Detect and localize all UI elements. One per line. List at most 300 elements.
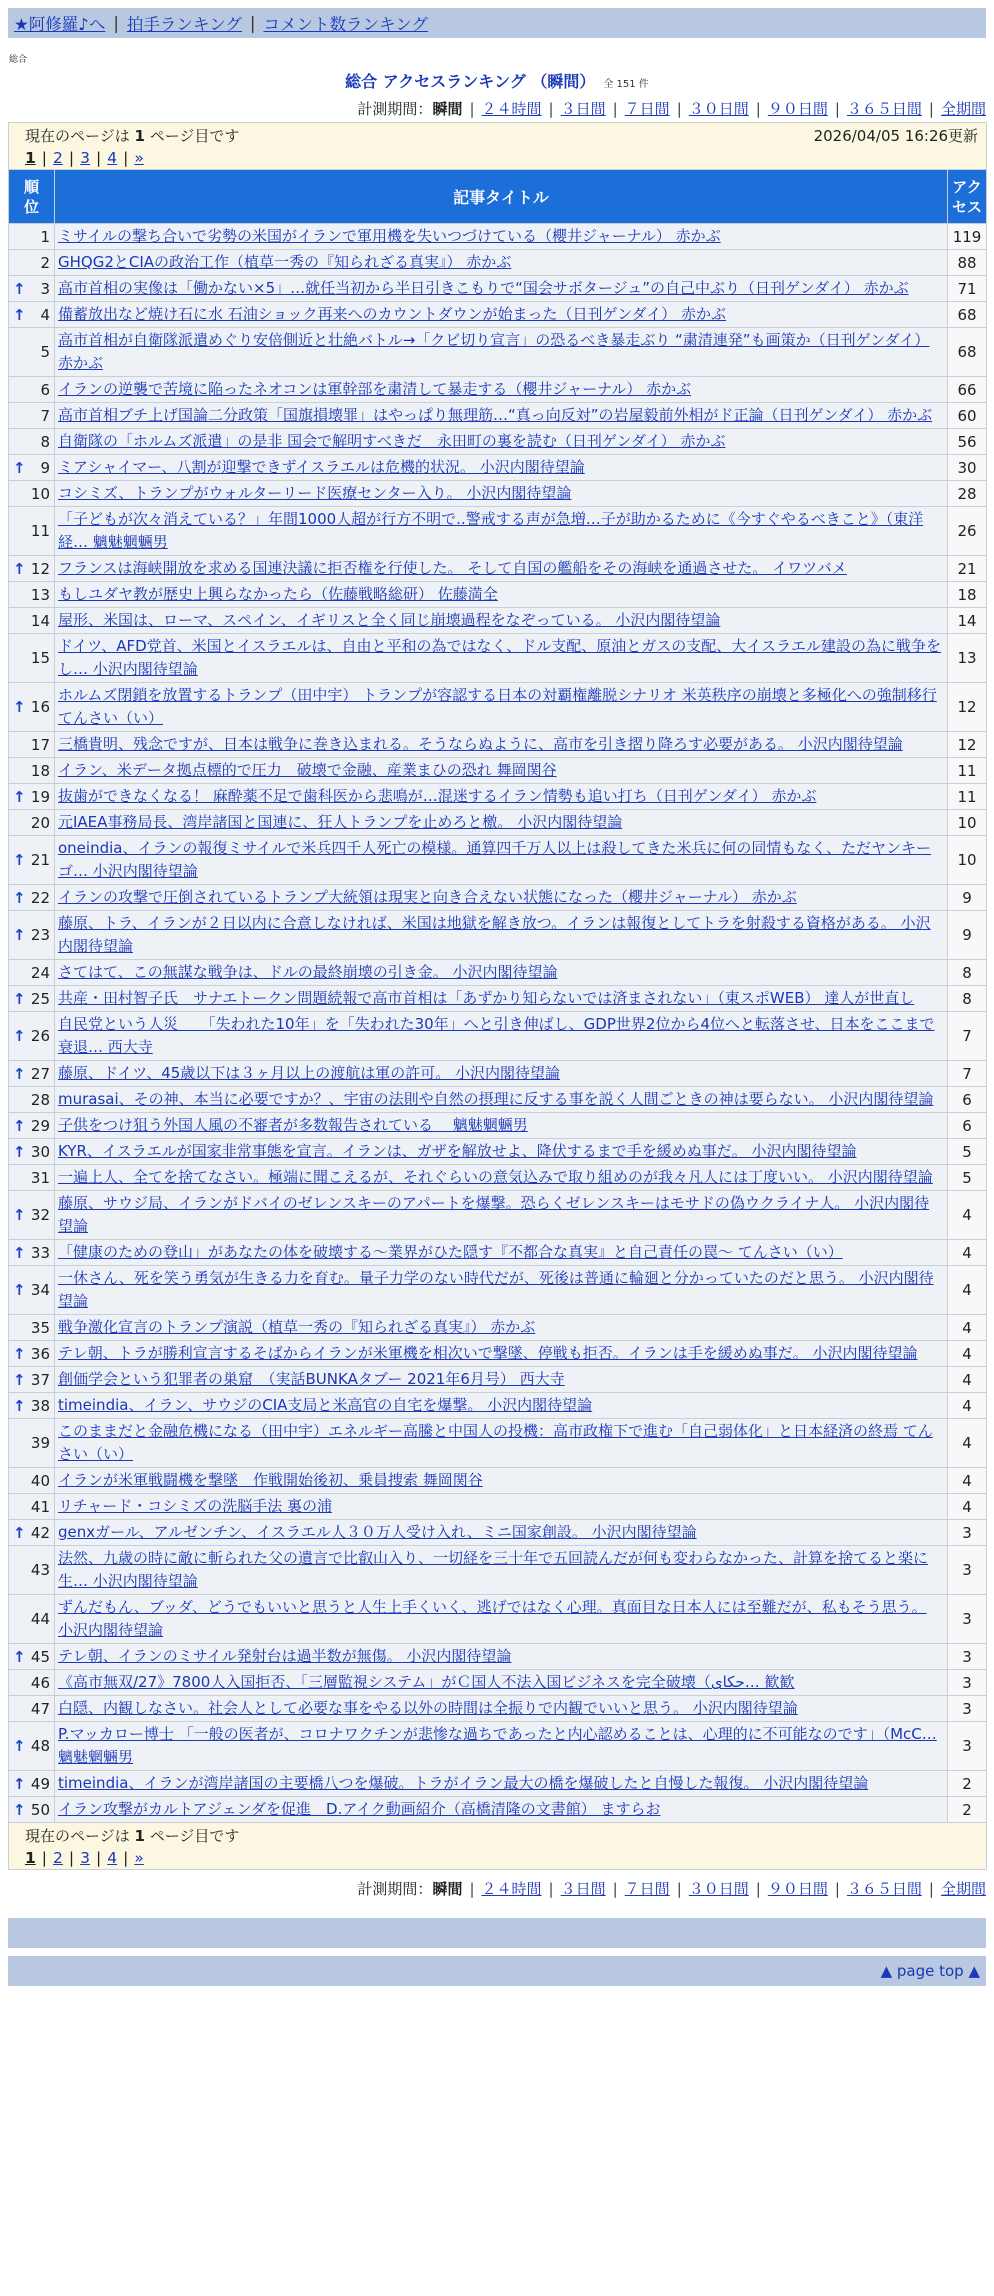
rank-number: 35: [30, 1318, 50, 1337]
title-column-header: 記事タイトル: [55, 170, 948, 224]
article-link[interactable]: イラン攻撃がカルトアジェンダを促進 D.アイク動画紹介（高橋清隆の文書館） ますらお: [58, 1800, 661, 1818]
up-arrow-icon: ↑: [13, 1116, 26, 1135]
rank-cell: [9, 403, 55, 429]
period-current: 瞬間: [432, 100, 463, 118]
title-cell: [55, 1240, 948, 1266]
table-row: [9, 455, 987, 481]
page-link[interactable]: 4: [107, 1849, 118, 1867]
title-cell: [55, 556, 948, 582]
table-row: [9, 1595, 987, 1644]
period-label: 計測期間：: [357, 100, 433, 118]
rank-cell: [9, 784, 55, 810]
article-link[interactable]: GHQG2とCIAの政治工作（植草一秀の『知られざる真実』） 赤かぶ: [58, 253, 512, 271]
up-arrow-icon: ↑: [13, 458, 26, 477]
title-cell: [55, 1595, 948, 1644]
access-count: 13: [948, 634, 987, 683]
page-current: 1: [25, 149, 36, 167]
access-count: 11: [948, 784, 987, 810]
rank-cell: [9, 1113, 55, 1139]
table-row: [9, 377, 987, 403]
article-link[interactable]: 《高市無双/27》7800人入国拒否、「三層監視システム」がＣ国人不法入国ビジネスを完全破壊（حکای… 歓歓: [58, 1673, 795, 1691]
access-count: 2: [948, 1771, 987, 1797]
up-arrow-icon: ↑: [13, 1206, 26, 1224]
rank-number: 38: [30, 1396, 50, 1415]
rank-cell: [9, 302, 55, 328]
comment-ranking-link[interactable]: コメント数ランキング: [263, 15, 428, 34]
rank-cell: [9, 507, 55, 556]
rank-cell: [9, 608, 55, 634]
access-count: 5: [948, 1139, 987, 1165]
title-cell: [55, 403, 948, 429]
rank-cell: [9, 1419, 55, 1468]
table-row: [9, 1696, 987, 1722]
rank-number: 20: [30, 813, 50, 832]
period-separator: |: [469, 1880, 475, 1898]
title-cell: [55, 1113, 948, 1139]
access-count: 8: [948, 960, 987, 986]
home-link[interactable]: ★阿修羅♪へ: [14, 15, 106, 34]
rank-cell: [9, 1139, 55, 1165]
access-count: 3: [948, 1595, 987, 1644]
access-count: 3: [948, 1722, 987, 1771]
pagination-bottom: [25, 1847, 978, 1869]
table-row: [9, 1113, 987, 1139]
up-arrow-icon: ↑: [13, 888, 26, 907]
rank-cell: [9, 224, 55, 250]
rank-number: 37: [30, 1370, 50, 1389]
article-link[interactable]: 「子どもが次々消えている？」年間1000人超が行方不明で..警戒する声が急増…子が助かるために《今すぐやるべきこと》（東洋経… 魑魅魍魎男: [58, 510, 924, 551]
page-separator: |: [96, 1849, 102, 1867]
category-label: 総合: [9, 55, 28, 65]
title-cell: [55, 836, 948, 885]
rank-cell: [9, 1771, 55, 1797]
period-separator: |: [548, 1880, 554, 1898]
rank-number: 10: [30, 484, 50, 503]
rank-cell: [9, 455, 55, 481]
title-cell: [55, 582, 948, 608]
clap-ranking-link[interactable]: 拍手ランキング: [126, 15, 242, 34]
rank-cell: [9, 377, 55, 403]
period-separator: |: [612, 1880, 618, 1898]
rank-number: 46: [30, 1673, 50, 1692]
title-cell: [55, 1341, 948, 1367]
up-arrow-icon: ↑: [13, 1523, 26, 1542]
rank-cell: [9, 481, 55, 507]
up-arrow-icon: ↑: [13, 1142, 26, 1161]
article-link[interactable]: 白隠、内観しなさい。社会人として必要な事をやる以外の時間は全振りで内観でいいと思う。 小沢内閣待望論: [58, 1699, 798, 1717]
rank-number: 2: [40, 253, 50, 272]
access-count: 88: [948, 250, 987, 276]
up-arrow-icon: ↑: [13, 926, 26, 944]
table-row: [9, 556, 987, 582]
rank-cell: [9, 1546, 55, 1595]
title-cell: [55, 683, 948, 732]
access-count: 3: [948, 1520, 987, 1546]
rank-cell: [9, 911, 55, 960]
page-current: 1: [25, 1849, 36, 1867]
period-separator: |: [612, 100, 618, 118]
updated-timestamp: 2026/04/05 16:26更新: [813, 127, 979, 145]
period-link[interactable]: ７日間: [624, 100, 670, 118]
title-cell: [55, 784, 948, 810]
rank-cell: [9, 810, 55, 836]
rank-cell: [9, 1191, 55, 1240]
article-link[interactable]: murasai、その神、本当に必要ですか？、宇宙の法則や自然の摂理に反する事を説く人間ごときの神は要らない。 小沢内閣待望論: [58, 1090, 934, 1108]
title-cell: [55, 1722, 948, 1771]
page-next-link[interactable]: »: [134, 1849, 144, 1867]
period-selector-top: [0, 98, 986, 120]
up-arrow-icon: ↑: [13, 1370, 26, 1389]
rank-number: 50: [30, 1800, 50, 1819]
article-link[interactable]: ミサイルの撃ち合いで劣勢の米国がイランで軍用機を失いつづけている（櫻井ジャーナル） 赤かぶ: [58, 227, 721, 245]
access-count: 66: [948, 377, 987, 403]
article-link[interactable]: テレ朝、イランのミサイル発射台は過半数が無傷。 小沢内閣待望論: [58, 1647, 512, 1665]
table-row: [9, 960, 987, 986]
article-link[interactable]: ドイツ、AFD党首、米国とイスラエルは、自由と平和の為ではなく、ドル支配、原油とガスの支配、大イスラエル建設の為に戦争をし… 小沢内閣待望論: [58, 637, 942, 678]
rank-cell: [9, 634, 55, 683]
rank-number: 31: [30, 1168, 50, 1187]
rank-cell: [9, 986, 55, 1012]
rank-number: 40: [30, 1471, 50, 1490]
rank-cell: [9, 556, 55, 582]
title-cell: [55, 1393, 948, 1419]
period-current: 瞬間: [432, 1880, 463, 1898]
table-row: [9, 683, 987, 732]
period-link[interactable]: ３０日間: [688, 100, 749, 118]
access-count: 4: [948, 1341, 987, 1367]
table-row: [9, 1644, 987, 1670]
article-link[interactable]: 屋形、米国は、ローマ、スペイン、イギリスと全く同じ崩壊過程をなぞっている。 小沢内閣待望論: [58, 611, 721, 629]
period-separator: |: [834, 1880, 840, 1898]
up-arrow-icon: ↑: [13, 1396, 26, 1415]
article-link[interactable]: イランの逆襲で苦境に陥ったネオコンは軍幹部を粛清して暴走する（櫻井ジャーナル） 赤かぶ: [58, 380, 692, 398]
period-separator: |: [676, 1880, 682, 1898]
period-link[interactable]: ２４時間: [481, 100, 542, 118]
title-cell: [55, 1468, 948, 1494]
article-link[interactable]: timeindia、イラン、サウジのCIA支局と米高官の自宅を爆撃。 小沢内閣待望論: [58, 1396, 593, 1414]
rank-number: 33: [30, 1243, 50, 1262]
page-separator: |: [96, 149, 102, 167]
up-arrow-icon: ↑: [13, 1027, 26, 1045]
article-link[interactable]: テレ朝、トラが勝利宣言するそばからイランが米軍機を相次いで撃墜、停戦も拒否。イランは手を緩めぬ事だ。 小沢内閣待望論: [58, 1344, 918, 1362]
nav-separator: |: [113, 13, 119, 33]
article-link[interactable]: イランが米軍戦闘機を撃墜 作戦開始後初、乗員捜索 舞岡関谷: [58, 1471, 483, 1489]
article-link[interactable]: 一休さん、死を笑う勇気が生きる力を育む。量子力学のない時代だが、死後は普通に輪廻と分かっていたのだと思う。 小沢内閣待望論: [58, 1269, 934, 1310]
access-count: 6: [948, 1113, 987, 1139]
rank-number: 34: [30, 1281, 50, 1299]
rank-number: 27: [30, 1064, 50, 1083]
rank-number: 16: [30, 698, 50, 716]
access-count: 11: [948, 758, 987, 784]
access-count: 56: [948, 429, 987, 455]
rank-cell: [9, 1393, 55, 1419]
title-cell: [55, 608, 948, 634]
page-link[interactable]: 2: [53, 149, 63, 167]
article-link[interactable]: 藤原、ドイツ、45歳以下は３ヶ月以上の渡航は軍の許可。 小沢内閣待望論: [58, 1064, 561, 1082]
up-arrow-icon: ↑: [13, 1774, 26, 1793]
table-row: [9, 1087, 987, 1113]
title-cell: [55, 1266, 948, 1315]
title-cell: [55, 455, 948, 481]
rank-cell: [9, 582, 55, 608]
access-count: 21: [948, 556, 987, 582]
rank-cell: [9, 1087, 55, 1113]
period-separator: |: [676, 100, 682, 118]
title-cell: [55, 1546, 948, 1595]
article-link[interactable]: 三橋貴明、残念ですが、日本は戦争に巻き込まれる。そうならぬように、高市を引き摺り降ろす必要がある。 小沢内閣待望論: [58, 735, 903, 753]
table-row: [9, 1419, 987, 1468]
rank-number: 12: [30, 559, 50, 578]
table-row: [9, 1546, 987, 1595]
article-link[interactable]: このままだと金融危機になる（田中宇）エネルギー高騰と中国人の投機：高市政権下で進む「自己弱体化」と日本経済の終焉 てんさい（い）: [58, 1422, 933, 1463]
access-count: 4: [948, 1419, 987, 1468]
rank-cell: [9, 1240, 55, 1266]
article-link[interactable]: 元IAEA事務局長、湾岸諸国と国連に、狂人トランプを止めろと檄。 小沢内閣待望論: [58, 813, 623, 831]
rank-number: 5: [40, 343, 50, 361]
period-link[interactable]: ３日間: [560, 1880, 606, 1898]
period-link[interactable]: ９０日間: [767, 100, 828, 118]
rank-number: 44: [30, 1610, 50, 1628]
article-link[interactable]: 子供をつけ狙う外国人風の不審者が多数報告されている 魑魅魍魎男: [58, 1116, 528, 1134]
title-cell: [55, 732, 948, 758]
title-cell: [55, 429, 948, 455]
rank-number: 17: [30, 735, 50, 754]
rank-cell: [9, 1797, 55, 1823]
period-link[interactable]: 全期間: [940, 1880, 986, 1898]
rank-cell: [9, 1468, 55, 1494]
table-row: [9, 784, 987, 810]
page-next-link[interactable]: »: [134, 149, 144, 167]
rank-number: 15: [30, 649, 50, 667]
article-link[interactable]: 高市首相ブチ上げ国論二分政策「国旗損壊罪」はやっぱり無理筋…“真っ向反対”の岩屋毅前外相がド正論（日刊ゲンダイ） 赤かぶ: [58, 406, 933, 424]
title-cell: [55, 1771, 948, 1797]
table-row: [9, 1670, 987, 1696]
article-link[interactable]: 抜歯ができなくなる！ 麻酔薬不足で歯科医から悲鳴が…混迷するイラン情勢も追い打ち（日刊ゲンダイ） 赤かぶ: [58, 787, 817, 805]
access-count: 4: [948, 1494, 987, 1520]
rank-number: 13: [30, 585, 50, 604]
period-link[interactable]: ２４時間: [481, 1880, 542, 1898]
access-count: 10: [948, 836, 987, 885]
article-link[interactable]: コシミズ、トランプがウォルターリード医療センター入り。 小沢内閣待望論: [58, 484, 572, 502]
rank-cell: [9, 429, 55, 455]
rank-number: 24: [30, 963, 50, 982]
rank-number: 43: [30, 1561, 50, 1579]
up-arrow-icon: ↑: [13, 989, 26, 1008]
period-separator: |: [834, 100, 840, 118]
table-row: [9, 1315, 987, 1341]
page-link[interactable]: 2: [53, 1849, 63, 1867]
rank-cell: [9, 960, 55, 986]
article-link[interactable]: ミアシャイマー、八割が迎撃できずイスラエルは危機的状況。 小沢内閣待望論: [58, 458, 585, 476]
access-count: 28: [948, 481, 987, 507]
article-link[interactable]: genxガール、アルゼンチン、イスラエル人３０万人受け入れ、ミニ国家創設。 小沢内閣待望論: [58, 1523, 697, 1541]
rank-cell: [9, 1012, 55, 1061]
period-link[interactable]: 全期間: [940, 100, 986, 118]
table-row: [9, 1367, 987, 1393]
title-cell: [55, 1644, 948, 1670]
table-row: [9, 403, 987, 429]
table-row: [9, 1520, 987, 1546]
title-cell: [55, 1191, 948, 1240]
title-cell: [55, 250, 948, 276]
title-cell: [55, 911, 948, 960]
article-link[interactable]: 創価学会という犯罪者の巣窟 （実話BUNKAタブー 2021年6月号） 西大寺: [58, 1370, 565, 1388]
article-link[interactable]: 共産・田村智子氏 サナエトークン問題続報で高市首相は「あずかり知らないでは済まされない」（東スポWEB） 達人が世直し: [58, 989, 915, 1007]
article-link[interactable]: 自民党という人災 「失われた10年」を「失われた30年」へと引き伸ばし、GDP世界2位から4位へと転落させ、日本をここまで衰退… 西大寺: [58, 1015, 935, 1056]
title-cell: [55, 1087, 948, 1113]
article-link[interactable]: 「健康のための登山」があなたの体を破壊する〜業界がひた隠す『不都合な真実』と自己責任の罠〜 てんさい（い）: [58, 1243, 843, 1261]
article-link[interactable]: 藤原、サウジ局、イランがドバイのゼレンスキーのアパートを爆撃。恐らくゼレンスキーはモサドの偽ウクライナ人。 小沢内閣待望論: [58, 1194, 930, 1235]
rank-cell: [9, 1520, 55, 1546]
nav-separator: |: [249, 13, 256, 33]
rank-column-header: 順 位: [9, 170, 55, 224]
access-count: 119: [948, 224, 987, 250]
rank-number: 49: [30, 1774, 50, 1793]
article-link[interactable]: イランの攻撃で圧倒されているトランプ大統領は現実と向き合えない状態になった（櫻井ジャーナル） 赤かぶ: [58, 888, 797, 906]
rank-number: 47: [30, 1699, 50, 1718]
rank-number: 28: [30, 1090, 50, 1109]
page-link[interactable]: 3: [80, 149, 91, 167]
title-cell: [55, 1012, 948, 1061]
table-row: [9, 732, 987, 758]
table-row: [9, 986, 987, 1012]
title-cell: [55, 302, 948, 328]
table-row: [9, 836, 987, 885]
article-link[interactable]: P.マッカロー博士 「一般の医者が、コロナワクチンが悲惨な過ちであったと内心認めることは、心理的に不可能なのです」（McC… 魑魅魍魎男: [58, 1725, 937, 1766]
period-link[interactable]: ９０日間: [767, 1880, 828, 1898]
up-arrow-icon: ↑: [13, 787, 26, 806]
rank-cell: [9, 1266, 55, 1315]
title-cell: [55, 1165, 948, 1191]
title-cell: [55, 1315, 948, 1341]
access-count: 12: [948, 683, 987, 732]
period-separator: |: [928, 100, 934, 118]
up-arrow-icon: ↑: [13, 305, 26, 324]
article-link[interactable]: もしユダヤ教が歴史上興らなかったら（佐藤戦略総研） 佐藤満全: [58, 585, 498, 603]
table-row: [9, 911, 987, 960]
access-count: 7: [948, 1061, 987, 1087]
article-link[interactable]: フランスは海峡開放を求める国連決議に拒否権を行使した。 そして自国の艦船をその海峡を通過させた。 イワツバメ: [58, 559, 847, 577]
title-cell: [55, 1797, 948, 1823]
title-cell: [55, 758, 948, 784]
article-link[interactable]: 備蓄放出など焼け石に水 石油ショック再来へのカウントダウンが始まった（日刊ゲンダイ） 赤かぶ: [58, 305, 727, 323]
article-link[interactable]: 法然、九歳の時に敵に斬られた父の遺言で比叡山入り、一切経を三十年で五回読んだが何も変わらなかった、計算を捨てると楽に生… 小沢内閣待望論: [58, 1549, 929, 1590]
period-link[interactable]: ３６５日間: [846, 1880, 922, 1898]
rank-cell: [9, 1165, 55, 1191]
article-link[interactable]: リチャード・コシミズの洗脳手法 裏の浦: [58, 1497, 333, 1515]
rank-number: 22: [30, 888, 50, 907]
period-link[interactable]: ３日間: [560, 100, 606, 118]
table-row: [9, 481, 987, 507]
period-link[interactable]: ３０日間: [688, 1880, 749, 1898]
title-cell: [55, 960, 948, 986]
article-link[interactable]: さてはて、この無謀な戦争は、ドルの最終崩壊の引き金。 小沢内閣待望論: [58, 963, 558, 981]
article-link[interactable]: oneindia、イランの報復ミサイルで米兵四千人死亡の模様。通算四千万人以上は殺してきた米兵に何の同情もなく、ただヤンキーゴ… 小沢内閣待望論: [58, 839, 931, 880]
rank-cell: [9, 1595, 55, 1644]
table-row: [9, 1722, 987, 1771]
table-row: [9, 634, 987, 683]
table-row: [9, 250, 987, 276]
article-link[interactable]: 戦争激化宣言のトランプ演説（植草一秀の『知られざる真実』） 赤かぶ: [58, 1318, 536, 1336]
rank-cell: [9, 250, 55, 276]
up-arrow-icon: ↑: [13, 1800, 26, 1819]
rank-cell: [9, 276, 55, 302]
table-row: [9, 810, 987, 836]
title-cell: [55, 224, 948, 250]
article-link[interactable]: 一遍上人、全てを捨てなさい。極端に聞こえるが、それぐらいの意気込みで取り組めのが我々凡人には丁度いい。 小沢内閣待望論: [58, 1168, 933, 1186]
article-link[interactable]: イラン、米データ拠点標的で圧力 破壊で金融、産業まひの恐れ 舞岡関谷: [58, 761, 557, 779]
rank-number: 45: [30, 1647, 50, 1666]
article-link[interactable]: timeindia、イランが湾岸諸国の主要橋八つを爆破。トラがイラン最大の橋を爆破したと自慢した報復。 小沢内閣待望論: [58, 1774, 869, 1792]
page-link[interactable]: 4: [107, 149, 118, 167]
rank-number: 14: [30, 611, 50, 630]
rank-number: 18: [30, 761, 50, 780]
table-row: [9, 507, 987, 556]
page-separator: |: [41, 1849, 48, 1867]
page-separator: |: [123, 1849, 129, 1867]
period-separator: |: [755, 1880, 761, 1898]
rank-number: 30: [30, 1142, 50, 1161]
up-arrow-icon: ↑: [13, 1064, 26, 1083]
table-row: [9, 1341, 987, 1367]
access-count: 4: [948, 1266, 987, 1315]
rank-number: 36: [30, 1344, 50, 1363]
rank-number: 23: [30, 926, 50, 944]
access-count: 4: [948, 1393, 987, 1419]
access-count: 4: [948, 1240, 987, 1266]
title-cell: [55, 986, 948, 1012]
article-link[interactable]: 藤原、トラ、イランが２日以内に合意しなければ、米国は地獄を解き放つ。イランは報復としてトラを射殺する資格がある。 小沢内閣待望論: [58, 914, 931, 955]
access-count: 9: [948, 885, 987, 911]
title-cell: [55, 377, 948, 403]
page-top-link[interactable]: ▲ page top ▲: [880, 1962, 980, 1980]
rank-number: 48: [30, 1737, 50, 1755]
period-separator: |: [469, 100, 475, 118]
access-count: 68: [948, 328, 987, 377]
page-link[interactable]: 3: [80, 1849, 91, 1867]
access-count: 3: [948, 1670, 987, 1696]
article-link[interactable]: ずんだもん、ブッダ、どうでもいいと思うと人生上手くいく、逃げではなく心理。真面目な日本人には至難だが、私もそう思う。 小沢内閣待望論: [58, 1598, 927, 1639]
access-count: 4: [948, 1468, 987, 1494]
rank-number: 7: [40, 406, 50, 425]
article-link[interactable]: ホルムズ閉鎖を放置するトランプ（田中宇） トランプが容認する日本の対覇権離脱シナリオ 米英秩序の崩壊と多極化への強制移行 てんさい（い）: [58, 686, 937, 727]
access-count: 4: [948, 1315, 987, 1341]
title-cell: [55, 1139, 948, 1165]
total-count: 全 151 件: [603, 79, 649, 90]
table-row: [9, 328, 987, 377]
rank-number: 25: [30, 989, 50, 1008]
rank-number: 39: [30, 1434, 50, 1452]
article-link[interactable]: 自衛隊の「ホルムズ派遣」の是非 国会で解明すべきだ 永田町の裏を読む（日刊ゲンダイ） 赤かぶ: [58, 432, 726, 450]
table-row: [9, 1191, 987, 1240]
rank-cell: [9, 1722, 55, 1771]
up-arrow-icon: ↑: [13, 698, 26, 716]
article-link[interactable]: 高市首相が自衛隊派遣めぐり安倍側近と壮絶バトル→「クビ切り宣言」の恐るべき暴走ぶり “粛清連発”も画策か（日刊ゲンダイ） 赤かぶ: [58, 331, 930, 372]
article-link[interactable]: 高市首相の実像は「働かない×5」…就任当初から半日引きこもりで“国会サボタージュ”の自己中ぶり（日刊ゲンダイ） 赤かぶ: [58, 279, 909, 297]
access-count: 3: [948, 1696, 987, 1722]
up-arrow-icon: ↑: [13, 559, 26, 578]
table-row: [9, 1266, 987, 1315]
period-link[interactable]: ７日間: [624, 1880, 670, 1898]
title-cell: [55, 810, 948, 836]
access-count: 26: [948, 507, 987, 556]
rank-number: 32: [30, 1206, 50, 1224]
rank-number: 6: [40, 380, 50, 399]
article-link[interactable]: KYR、イスラエルが国家非常事態を宣言。イランは、ガザを解放せよ、降伏するまで手を緩めぬ事だ。 小沢内閣待望論: [58, 1142, 857, 1160]
period-link[interactable]: ３６５日間: [846, 100, 922, 118]
table-row: [9, 276, 987, 302]
rank-cell: [9, 758, 55, 784]
